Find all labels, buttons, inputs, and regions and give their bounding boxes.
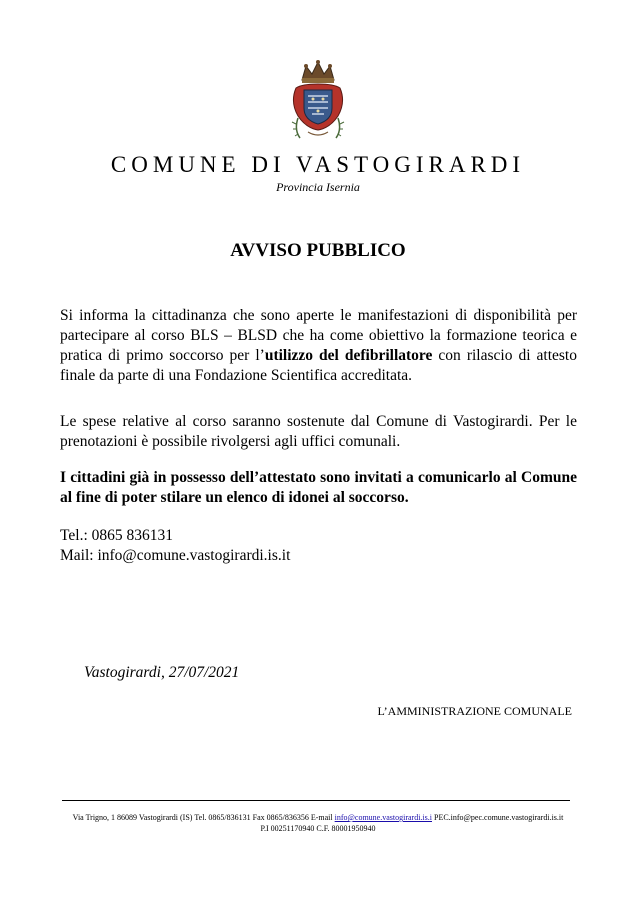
- footer-tax-ids: P.I 00251170940 C.F. 80001950940: [260, 824, 376, 833]
- footer-address-line: [0, 812, 636, 823]
- paragraph-course-text-end: con rilascio di attesto finale da parte di una Fondazione Scientifica accreditata.: [60, 347, 577, 384]
- municipality-name: COMUNE DI VASTOGIRARDI: [110, 152, 526, 177]
- place-date: Vastogirardi, 27/07/2021: [84, 664, 240, 681]
- province-subtitle: Provincia Isernia: [276, 180, 360, 194]
- paragraph-certified-citizens: I cittadini già in possesso dell’attestato sono invitati a comunicarlo al Comune al fine di poter stilare un elenco di idonei al soccorso.: [60, 469, 577, 506]
- footer-pec: PEC.info@pec.comune.vastogirardi.is.it: [432, 813, 564, 822]
- paragraph-course-info: [60, 306, 577, 386]
- coat-of-arms-icon: [286, 58, 350, 140]
- paragraph-costs: Le spese relative al corso saranno sostenute dal Comune di Vastogirardi. Per le prenotazioni è possibile rivolgersi agli uffici comunali.: [60, 413, 577, 450]
- signature-administration: L’AMMINISTRAZIONE COMUNALE: [377, 704, 572, 718]
- footer-address: Via Trigno, 1 86089 Vastogirardi (IS) Tel. 0865/836131 Fax 0865/836356 E-mail: [72, 813, 335, 822]
- notice-title: AVVISO PUBBLICO: [230, 240, 406, 261]
- contact-phone: Tel.: 0865 836131: [60, 527, 174, 544]
- footer-divider: [62, 800, 570, 801]
- defibrillator-emphasis: utilizzo del defibrillatore: [264, 347, 433, 364]
- paragraph-course-text: Si informa la cittadinanza che sono aperte le manifestazioni di disponibilità per partecipare al corso BLS – BLSD che ha come obiettivo la formazione teorica e pratica di primo soccorso per l’: [60, 307, 577, 364]
- footer-email-link[interactable]: info@comune.vastogirardi.is.i: [334, 813, 432, 822]
- contact-email: Mail: info@comune.vastogirardi.is.it: [60, 547, 291, 564]
